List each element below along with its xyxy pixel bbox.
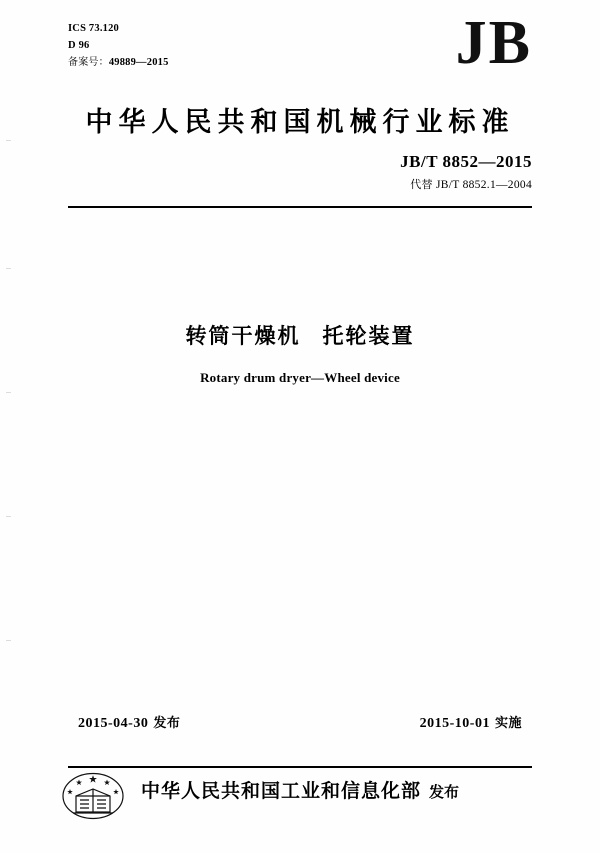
publisher-name: 中华人民共和国工业和信息化部: [140, 780, 421, 802]
jb-logo: JB: [455, 9, 532, 77]
scan-mark: [6, 140, 11, 141]
standard-replaces: [410, 176, 532, 192]
issue-date: [78, 712, 180, 732]
subject-title-part1: 转筒干燥机: [185, 324, 301, 348]
scan-mark: [6, 640, 11, 641]
ics-code: ICS 73.120: [68, 23, 120, 34]
record-number-line: [68, 54, 169, 71]
implementation-date: [420, 712, 522, 732]
subject-title-cn: [0, 320, 600, 350]
standard-number: JB/T 8852—2015: [400, 152, 532, 171]
scan-mark: [6, 268, 11, 269]
standard-title: 中华人民共和国机械行业标准: [85, 107, 515, 138]
scan-mark: [6, 392, 11, 393]
implementation-date-value: 2015-10-01: [419, 716, 490, 731]
issue-date-value: 2015-04-30: [78, 716, 149, 731]
implementation-date-label: 实施: [494, 716, 522, 731]
replaces-label: 代替: [410, 178, 433, 191]
divider-top: [68, 206, 532, 208]
record-number-label: 备案号：: [68, 57, 109, 68]
classification-code: D 96: [68, 40, 90, 51]
header-metadata: [68, 20, 169, 71]
divider-bottom: [68, 766, 532, 768]
issue-date-label: 发布: [153, 716, 181, 731]
scan-mark: [6, 516, 11, 517]
record-number-value: 49889—2015: [108, 57, 169, 68]
subject-title-part2: 托轮装置: [322, 324, 415, 348]
subject-title-en: Rotary drum dryer—Wheel device: [200, 370, 400, 385]
publisher: [0, 776, 600, 803]
replaces-number: JB/T 8852.1—2004: [436, 179, 532, 191]
publisher-verb: 发布: [429, 783, 460, 801]
